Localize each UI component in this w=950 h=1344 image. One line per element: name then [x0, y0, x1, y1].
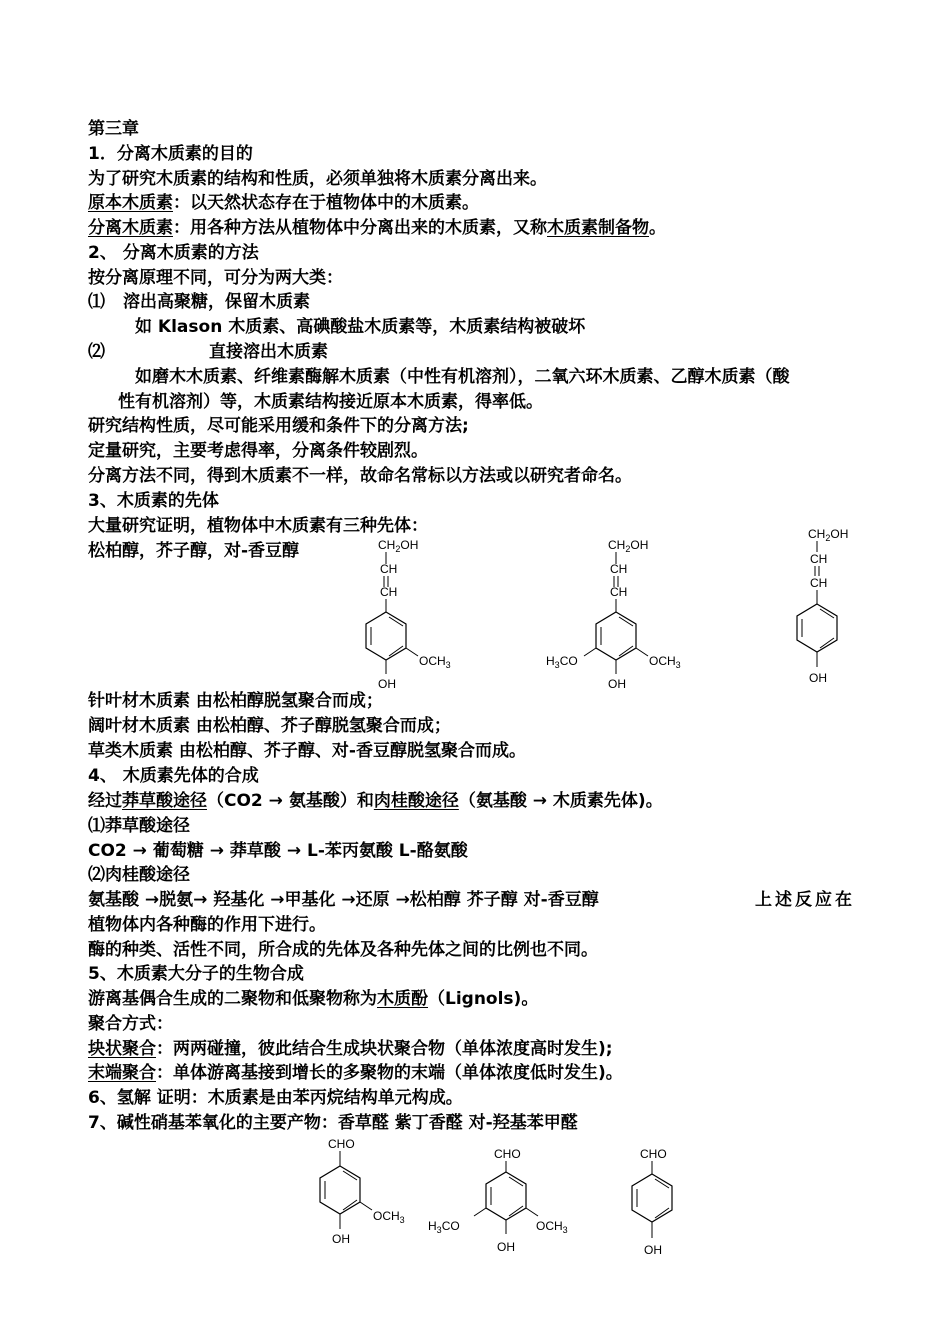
polymerization-modes: 聚合方式： — [88, 1014, 173, 1034]
method-2 — [88, 341, 328, 363]
section-2-heading: 2、 分离木质素的方法 — [88, 243, 259, 263]
cinnamic-pathway-tail: 上述反应在 — [755, 890, 855, 910]
method-2-number: ⑵ — [88, 342, 105, 362]
lignol-a: 游离基偶合生成的二聚物和低聚物称为 — [88, 989, 377, 1009]
shikimic-pathway-steps: CO2 → 葡萄糖 → 莽草酸 → L-苯丙氨酸 L-酪氨酸 — [88, 841, 468, 861]
oh-label: OH — [644, 1243, 662, 1257]
isolated-def: ：用各种方法从植物体中分离出来的木质素，又称 — [173, 218, 547, 238]
section-2-intro: 按分离原理不同，可分为两大类： — [88, 268, 343, 288]
cinnamic-pathway-continuation: 植物体内各种酶的作用下进行。 — [88, 915, 326, 935]
method-1-example: 如 Klason 木质素、高碘酸盐木质素等，木质素结构被破坏 — [135, 317, 586, 337]
sinapyl-alcohol-structure — [540, 534, 700, 694]
enzyme-note: 酶的种类、活性不同，所合成的先体及各种先体之间的比例也不同。 — [88, 940, 598, 960]
precursor-names: 松柏醇，芥子醇，对-香豆醇 — [88, 541, 300, 561]
pathways-c: （氨基酸 → 木质素先体)。 — [458, 791, 663, 811]
ch-label: CH — [610, 585, 628, 599]
protolignin-definition — [88, 192, 479, 214]
note-naming: 分离方法不同，得到木质素不一样，故命名常标以方法或以研究者命名。 — [88, 466, 632, 486]
chapter-title: 第三章 — [88, 119, 139, 139]
isolated-alias: 木质素制备物 — [547, 218, 649, 238]
oh-label: OH — [332, 1232, 350, 1246]
pathways-b: （CO2 → 氨基酸）和 — [207, 791, 374, 811]
section-3-intro: 大量研究证明，植物体中木质素有三种先体： — [88, 516, 428, 536]
section-4-heading: 4、 木质素先体的合成 — [88, 766, 259, 786]
isolated-end: 。 — [649, 218, 666, 238]
cho-label: CHO — [494, 1147, 521, 1161]
ch-label: CH — [380, 562, 398, 576]
isolated-lignin-definition — [88, 217, 666, 239]
isolated-term: 分离木质素 — [88, 218, 173, 238]
method-1-title: 溶出高聚糖，保留木质素 — [123, 292, 310, 312]
och3-label: $OCH_3$ — [373, 1209, 405, 1225]
end-def: ：单体游离基接到增长的多聚物的末端（单体浓度低时发生)。 — [156, 1063, 623, 1083]
h3co-label: $H_3CO$ — [546, 654, 578, 670]
och3-label: $OCH_3$ — [649, 654, 681, 670]
end-term: 末端聚合 — [88, 1063, 156, 1083]
oh-label: OH — [809, 671, 827, 685]
softwood-lignin: 针叶材木质素 由松柏醇脱氢聚合而成； — [88, 691, 383, 711]
pathways-a: 经过 — [88, 791, 122, 811]
section-5-heading: 5、木质素大分子的生物合成 — [88, 964, 304, 984]
ch2oh-label: $CH_2OH$ — [608, 538, 649, 554]
syringaldehyde-structure — [420, 1134, 580, 1259]
protolignin-term: 原本木质素 — [88, 193, 173, 213]
ch2oh-label: $CH_2OH$ — [378, 538, 419, 554]
lignol-definition — [88, 988, 538, 1010]
bulk-term: 块状聚合 — [88, 1039, 156, 1059]
ch-label: CH — [610, 562, 628, 576]
h3co-label: $H_3CO$ — [428, 1219, 460, 1235]
hardwood-lignin: 阔叶材木质素 由松柏醇、芥子醇脱氢聚合而成； — [88, 716, 451, 736]
oh-label: OH — [497, 1240, 515, 1254]
method-2-title: 直接溶出木质素 — [209, 342, 328, 362]
bulk-polymerization — [88, 1038, 613, 1060]
cinnamic-pathway-title: ⑵肉桂酸途径 — [88, 865, 190, 885]
ch2oh-label: $CH_2OH$ — [808, 527, 849, 543]
pathways-overview — [88, 790, 663, 812]
method-1-number: ⑴ — [88, 292, 105, 312]
protolignin-def: ：以天然状态存在于植物体中的木质素。 — [173, 193, 479, 213]
ch-label: CH — [380, 585, 398, 599]
method-2-example-line-2: 性有机溶剂）等，木质素结构接近原本木质素，得率低。 — [118, 392, 543, 412]
ch-label: CH — [810, 576, 828, 590]
shikimic-pathway-title: ⑴莽草酸途径 — [88, 816, 190, 836]
note-structure: 研究结构性质，尽可能采用缓和条件下的分离方法; — [88, 416, 469, 436]
section-1-purpose: 为了研究木质素的结构和性质，必须单独将木质素分离出来。 — [88, 169, 547, 189]
section-7-heading: 7、碱性硝基苯氧化的主要产物：香草醛 紫丁香醛 对-羟基苯甲醛 — [88, 1113, 578, 1133]
note-quantitative: 定量研究，主要考虑得率，分离条件较剧烈。 — [88, 441, 428, 461]
cho-label: CHO — [640, 1147, 667, 1161]
cinnamic-pathway-steps: 氨基酸 →脱氨→ 羟基化 →甲基化 →还原 →松柏醇 芥子醇 对-香豆醇 — [88, 890, 599, 910]
oh-label: OH — [608, 677, 626, 691]
p-hydroxybenzaldehyde-structure — [606, 1134, 696, 1264]
lignol-b: （Lignols)。 — [428, 989, 539, 1009]
coniferyl-alcohol-structure — [340, 534, 470, 694]
grass-lignin: 草类木质素 由松柏醇、芥子醇、对-香豆醇脱氢聚合而成。 — [88, 741, 526, 761]
bulk-def: ：两两碰撞，彼此结合生成块状聚合物（单体浓度高时发生); — [156, 1039, 613, 1059]
ch-label: CH — [810, 552, 828, 566]
section-3-heading: 3、木质素的先体 — [88, 491, 219, 511]
vanillin-structure — [296, 1134, 426, 1259]
method-2-example-line-1: 如磨木木质素、纤维素酶解木质素（中性有机溶剂），二氧六环木质素、乙醇木质素（酸 — [135, 367, 790, 387]
section-1-heading: 1．分离木质素的目的 — [88, 144, 253, 164]
och3-label: $OCH_3$ — [536, 1219, 568, 1235]
cinnamic-pathway-term: 肉桂酸途径 — [373, 791, 459, 811]
shikimic-pathway-term: 莽草酸途径 — [122, 791, 207, 811]
p-coumaryl-alcohol-structure — [770, 522, 880, 692]
och3-label: $OCH_3$ — [419, 654, 451, 670]
section-6-heading: 6、氢解 证明：木质素是由苯丙烷结构单元构成。 — [88, 1088, 463, 1108]
lignol-term: 木质酚 — [377, 989, 428, 1009]
oh-label: OH — [378, 677, 396, 691]
end-polymerization — [88, 1062, 623, 1084]
method-1 — [88, 291, 310, 313]
cho-label: CHO — [328, 1137, 355, 1151]
